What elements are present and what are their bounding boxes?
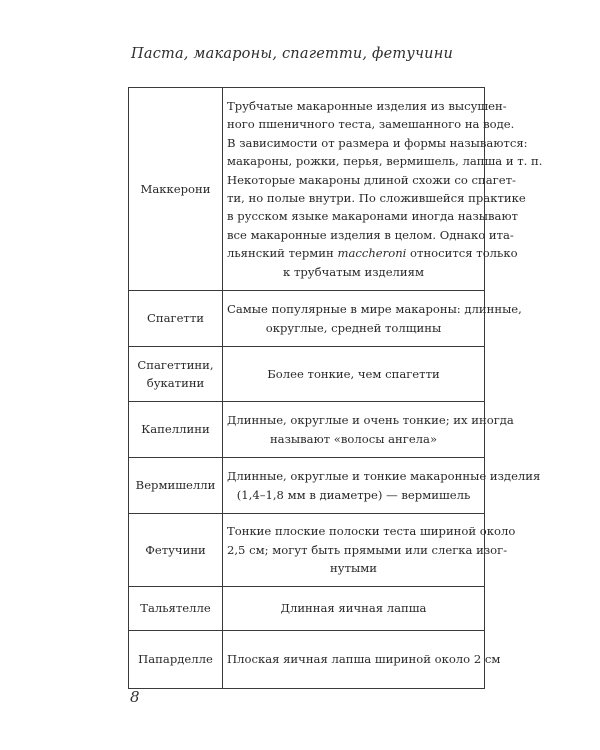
pasta-description-cell bbox=[223, 587, 485, 631]
table-row bbox=[129, 291, 485, 347]
pasta-name-cell bbox=[129, 291, 223, 347]
pasta-description-cell bbox=[223, 631, 501, 689]
description-line: Длинная яичная лапша bbox=[280, 601, 427, 616]
pasta-description-cell bbox=[223, 347, 485, 402]
italic-term: maccheroni bbox=[337, 246, 407, 261]
running-title: Паста, макароны, спагетти, фетучини bbox=[131, 46, 453, 62]
pasta-name-line: букатини bbox=[146, 376, 205, 390]
description-line: (1,4–1,8 мм в диаметре) — вермишель bbox=[236, 487, 471, 502]
description-line: Длинные, округлые и очень тонкие; их иногда bbox=[227, 413, 514, 428]
description-line: макароны, рожки, перья, вермишель, лапша и т. п. bbox=[227, 154, 543, 169]
description-line: все макаронные изделия в целом. Однако ита- bbox=[227, 227, 514, 242]
description-line: в русском языке макаронами иногда называют bbox=[227, 209, 518, 224]
pasta-name-line: Спагеттини, bbox=[137, 357, 214, 372]
table-row bbox=[129, 587, 485, 631]
pasta-description-cell bbox=[223, 88, 543, 291]
table-body bbox=[129, 88, 543, 689]
pasta-name-line: Вермишелли bbox=[135, 478, 216, 493]
description-line: округлые, средней толщины bbox=[265, 320, 442, 335]
pasta-name-line: Спагетти bbox=[146, 311, 204, 326]
pasta-description-cell bbox=[223, 458, 541, 514]
pasta-name-line: Капеллини bbox=[141, 422, 210, 437]
pasta-types-table bbox=[128, 87, 543, 689]
table-row bbox=[129, 514, 485, 587]
description-line: ного пшеничного теста, замешанного на воде. bbox=[227, 117, 515, 132]
pasta-description-cell bbox=[223, 514, 516, 587]
description-line: льянский термин maccheroni относится только bbox=[227, 246, 518, 261]
description-line: ти, но полые внутри. По сложившейся практике bbox=[227, 191, 526, 205]
table-row bbox=[129, 88, 485, 291]
description-line: Плоская яичная лапша шириной около 2 см bbox=[227, 652, 501, 667]
pasta-description-cell bbox=[223, 402, 514, 458]
table-row bbox=[129, 631, 485, 689]
table-row bbox=[129, 402, 485, 458]
pasta-name-line: Папарделле bbox=[138, 652, 213, 667]
description-line: называют «волосы ангела» bbox=[269, 431, 438, 446]
table-row bbox=[129, 347, 485, 402]
description-line: Длинные, округлые и тонкие макаронные изделия bbox=[227, 469, 541, 484]
pasta-name-cell bbox=[129, 88, 223, 291]
description-line: Некоторые макароны длиной схожи со спагет- bbox=[227, 172, 516, 187]
description-line: нутыми bbox=[330, 561, 377, 576]
pasta-description-cell bbox=[223, 291, 522, 347]
pasta-name-cell bbox=[129, 631, 223, 689]
description-line: Более тонкие, чем спагетти bbox=[267, 366, 440, 381]
pasta-name-cell bbox=[129, 514, 223, 587]
table-row bbox=[129, 458, 485, 514]
description-line: Трубчатые макаронные изделия из высушен- bbox=[227, 98, 507, 113]
description-line: 2,5 см; могут быть прямыми или слегка изог- bbox=[227, 542, 508, 557]
description-line: Тонкие плоские полоски теста шириной около bbox=[227, 524, 516, 539]
pasta-name-cell bbox=[129, 347, 223, 402]
description-line: В зависимости от размера и формы называются: bbox=[227, 135, 528, 150]
page-number: 8 bbox=[130, 688, 140, 706]
pasta-name-cell bbox=[129, 402, 223, 458]
description-line: Самые популярные в мире макароны: длинные, bbox=[227, 302, 522, 317]
pasta-name-cell bbox=[129, 458, 223, 514]
description-line: к трубчатым изделиям bbox=[283, 264, 424, 279]
pasta-name-cell bbox=[129, 587, 223, 631]
pasta-name-line: Фетучини bbox=[145, 542, 206, 557]
pasta-name-line: Маккерони bbox=[140, 181, 211, 196]
pasta-name-line: Тальятелле bbox=[140, 601, 211, 616]
